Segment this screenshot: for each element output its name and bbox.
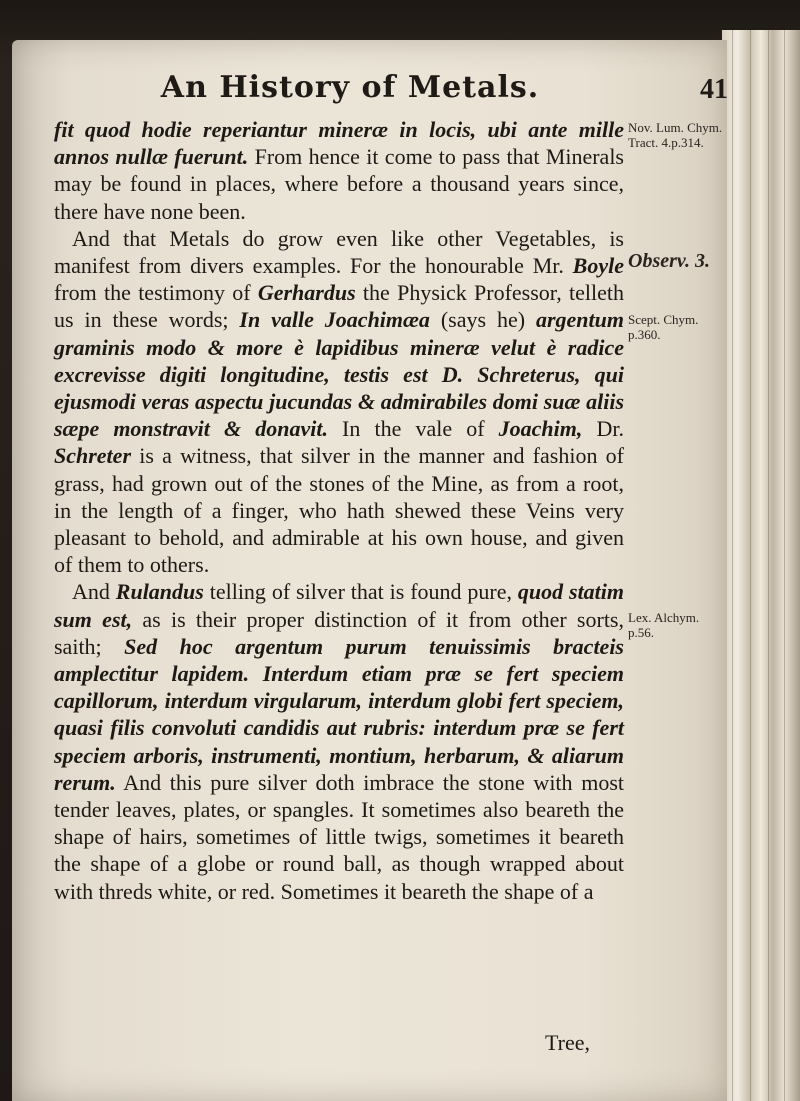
italic-run: Sed hoc argentum purum tenuissimis bracteis amplectitur lapidem. Interdum etiam præ se fert speciem capillorum, interdum virgularum, interdum globi fert speciem, quasi filis convoluti candidis aut rubris: interdum præ se fert speciem arboris, instrumenti, montium, herbarum, & aliarum rerum. — [54, 633, 624, 795]
text-run: (says he) — [429, 307, 536, 333]
margin-note-1: Nov. Lum. Chym. Tract. 4.p.314. — [628, 120, 723, 150]
text-run: And that Metals do grow even like other Vegetables, is manifest from divers examples. For the honourable Mr. — [54, 225, 624, 279]
text-run: And — [72, 579, 116, 605]
page-number: 41 — [700, 74, 728, 105]
italic-run: quod statim sum est, — [54, 579, 625, 632]
italic-run: Gerhardus — [257, 280, 356, 306]
paragraph — [54, 578, 624, 904]
text-run: Dr. — [582, 416, 625, 442]
italic-run: Joachim, — [498, 416, 583, 442]
italic-run: Rulandus — [115, 579, 204, 605]
text-run: telling of silver that is found pure, — [203, 579, 518, 605]
book-gutter — [722, 30, 800, 1101]
text-run: the Physick Professor, telleth us in these words; — [54, 280, 624, 333]
text-run: as is their proper distinction of it from other sorts, saith; — [54, 606, 624, 659]
body-text — [54, 116, 624, 905]
text-run: is a witness, that silver in the manner and fashion of grass, had grown out of the stones of the Mine, as from a root, in the length of a finger, who hath shewed these Veins very pleasant to behold, and admirable at his own house, and given of them to others. — [54, 443, 624, 578]
margin-note-3: Scept. Chym. p.360. — [628, 312, 699, 342]
paragraph — [54, 225, 624, 579]
text-run: And this pure silver doth imbrace the stone with most tender leaves, plates, or spangles. It sometimes also beareth the shape of hairs, sometimes of little twigs, sometimes it beareth the shape of a globe or round ball, as though wrapped about with threds white, or red. Sometimes it beareth the shape of a — [54, 769, 624, 904]
italic-run: Schreter — [54, 443, 131, 469]
running-head: An History of Metals. — [160, 70, 540, 105]
margin-note-4: Lex. Alchym. p.56. — [628, 610, 700, 640]
text-run: In the vale of — [327, 416, 499, 442]
italic-run: argentum graminis modo & more è lapidibus mineræ velut è radice excrevisse digiti longitudine, testis est D. Schreterus, qui ejusmodi veras aspectu jucundas & admirabiles domi suæ aliis sæpe monstravit & donavit. — [54, 307, 624, 442]
italic-run: Boyle — [572, 253, 624, 279]
text-run: From hence it come to pass that Minerals may be found in places, where before a thousand years since, there have none been. — [54, 144, 624, 224]
italic-run: In valle Joachimæa — [239, 307, 430, 333]
paragraph — [54, 116, 624, 225]
text-run: from the testimony of — [54, 280, 258, 306]
italic-run: fit quod hodie reperiantur mineræ in locis, ubi ante mille annos nullæ fuerunt. — [54, 117, 624, 170]
margin-note-2: Observ. 3. — [628, 250, 711, 272]
catchword: Tree, — [545, 1030, 591, 1055]
